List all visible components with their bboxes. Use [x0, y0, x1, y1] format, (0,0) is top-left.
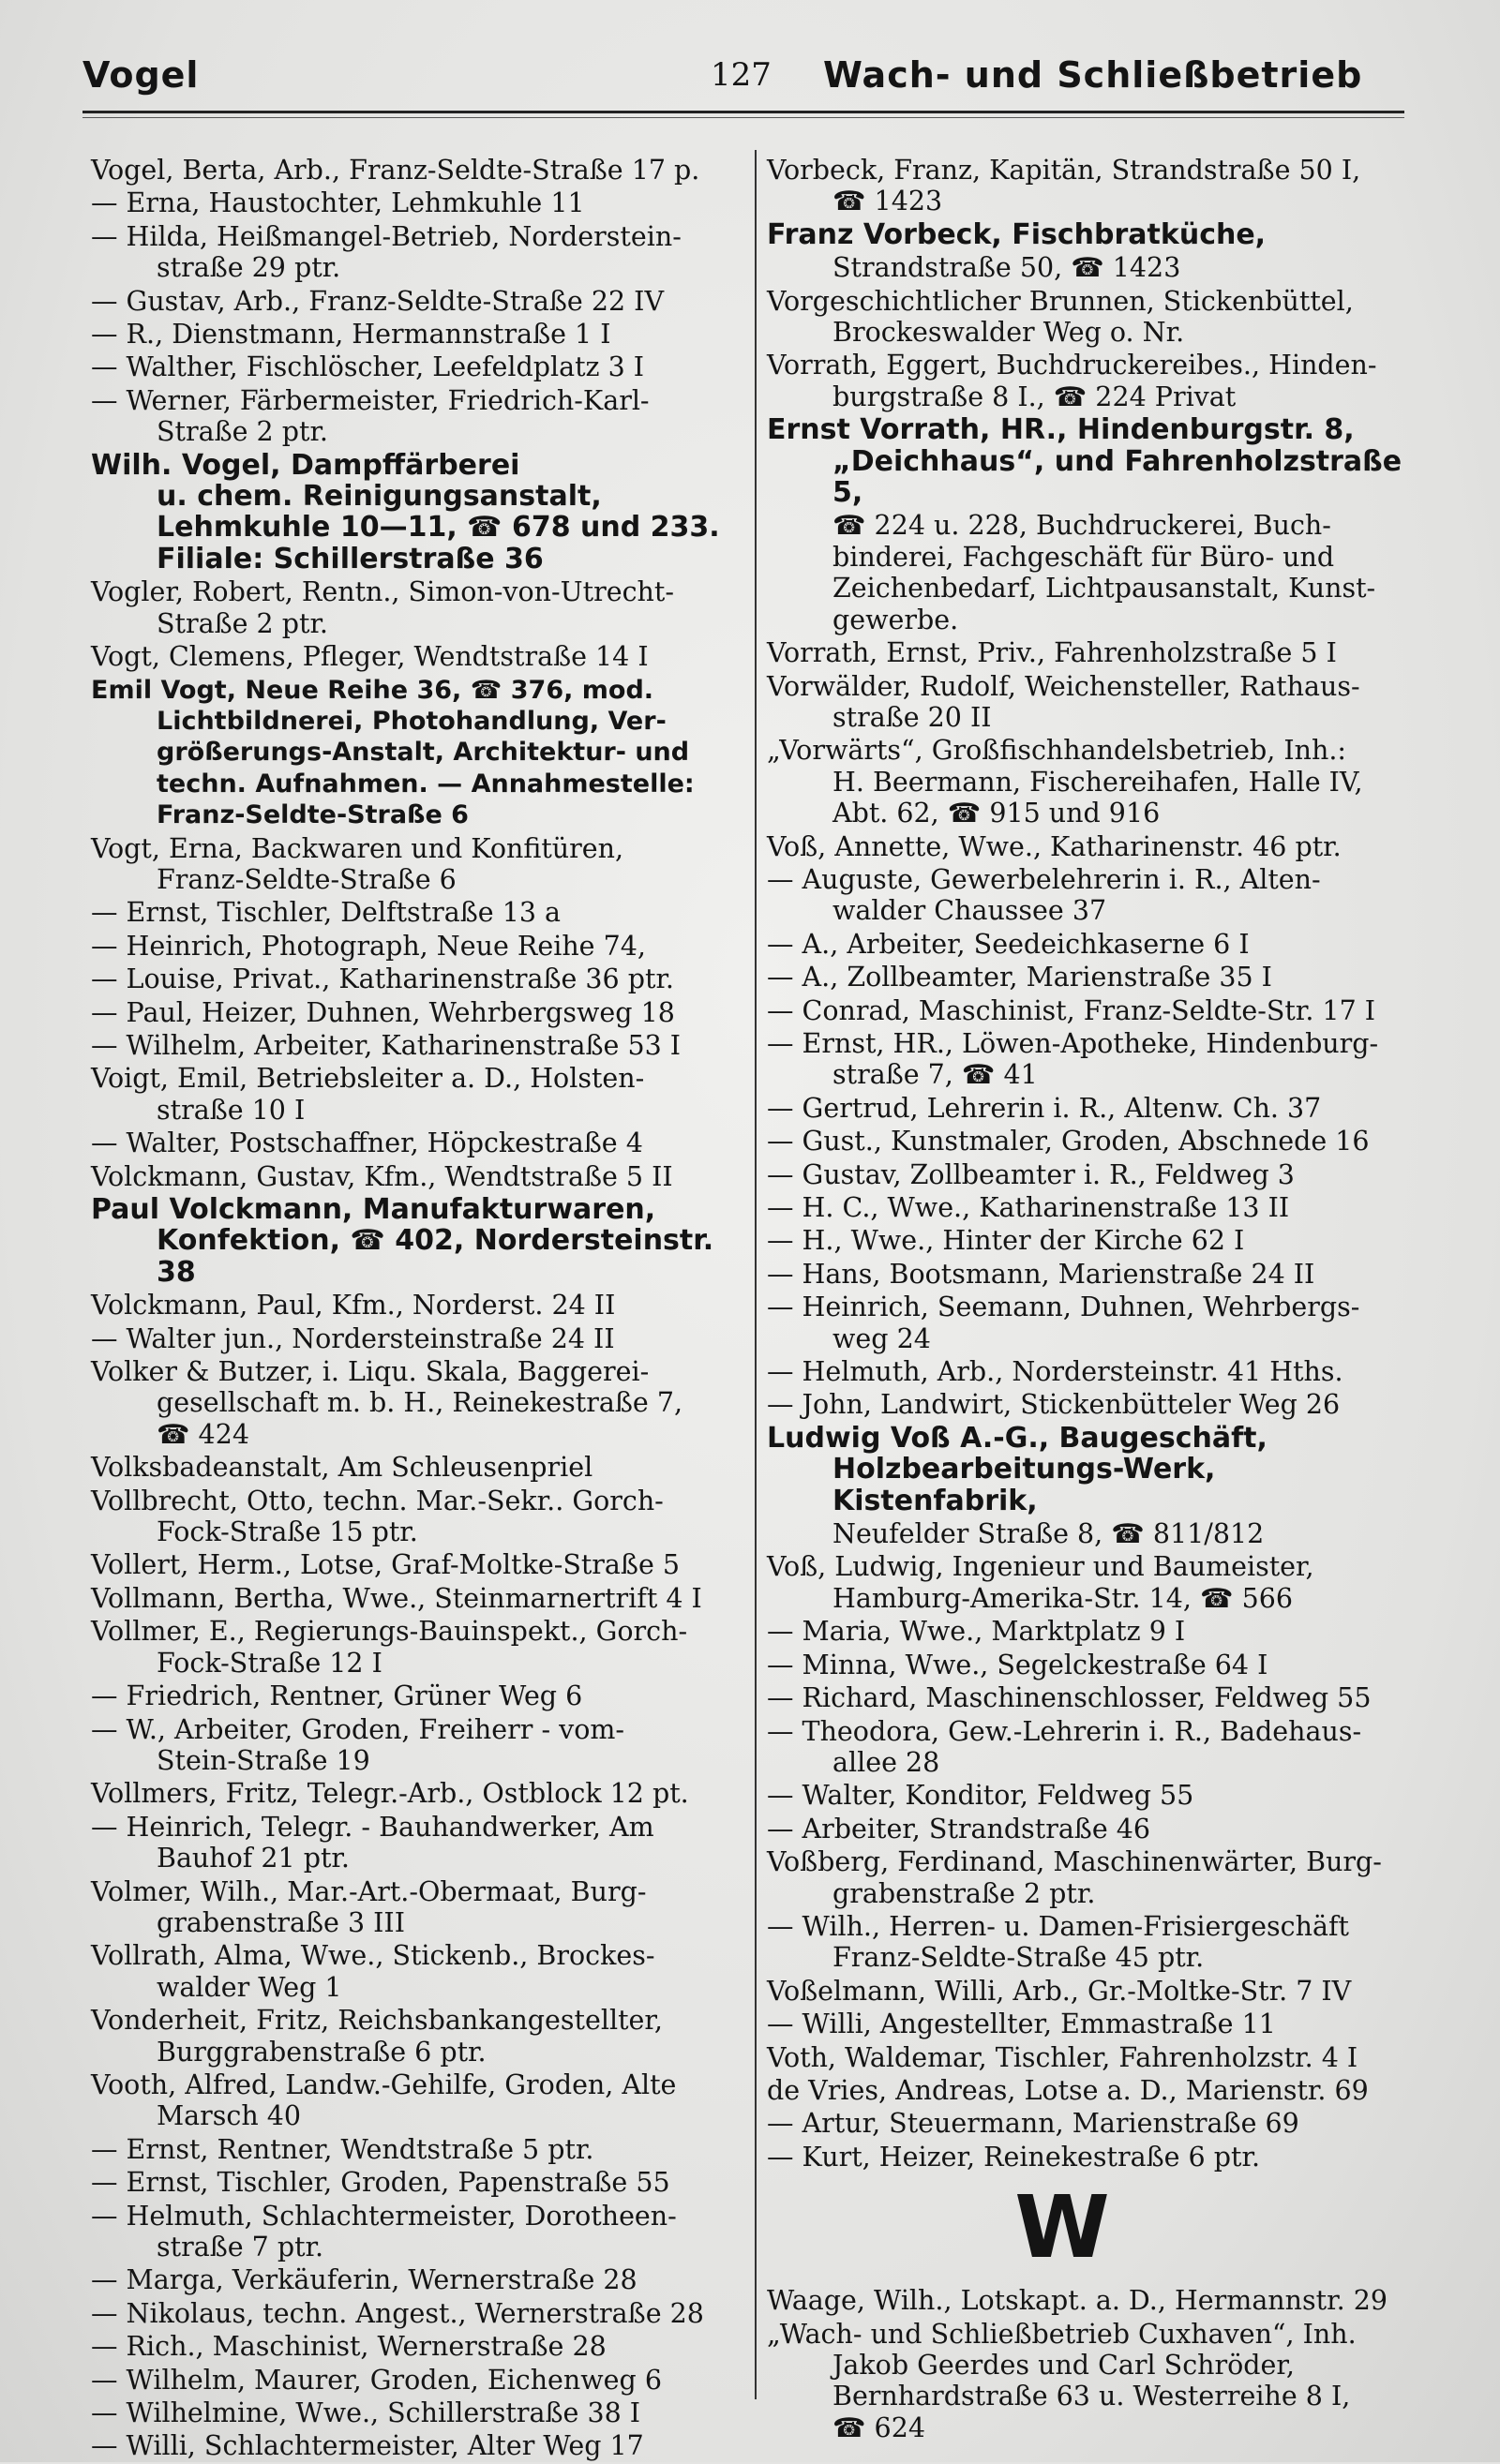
entry-line: ☎ 224 u. 228, Buchdruckerei, Buch- — [832, 510, 1331, 542]
entry-line: Volckmann, Paul, Kfm., Norderst. 24 II — [91, 1290, 616, 1322]
directory-entry — [91, 1323, 738, 1354]
directory-entry — [767, 735, 1414, 829]
entry-line: — Ernst, Tischler, Delftstraße 13 a — [91, 897, 562, 929]
entry-line: — Gertrud, Lehrerin i. R., Altenw. Ch. 37 — [767, 1092, 1322, 1124]
directory-entry — [91, 2201, 738, 2263]
entry-line: burgstraße 8 I., ☎ 224 Privat — [832, 381, 1237, 412]
entry-line: Bauhof 21 ptr. — [157, 1843, 350, 1874]
entry-line: — John, Landwirt, Stickenbütteler Weg 26 — [767, 1389, 1341, 1421]
business-entry — [767, 1423, 1414, 1516]
directory-entry — [767, 1846, 1414, 1909]
entry-line: Vollmer, E., Regierungs-Bauinspekt., Gorch- — [91, 1616, 688, 1648]
directory-entry — [767, 1292, 1414, 1354]
entry-line: — Kurt, Heizer, Reinekestraße 6 ptr. — [767, 2141, 1260, 2173]
directory-entry — [91, 1452, 738, 1483]
directory-entry — [91, 1583, 738, 1614]
entry-line: — Erna, Haustochter, Lehmkuhle 11 — [91, 187, 585, 219]
directory-entry — [767, 1192, 1414, 1223]
directory-entry — [91, 1876, 738, 1939]
entry-line: grabenstraße 3 III — [157, 1906, 405, 1938]
entry-line: Emil Vogt, Neue Reihe 36, ☎ 376, mod. — [91, 675, 654, 705]
entry-line: Vogt, Erna, Backwaren und Konfitüren, — [91, 832, 624, 864]
entry-line: Vollert, Herm., Lotse, Graf-Moltke-Straße 5 — [91, 1549, 681, 1581]
entry-line: straße 29 ptr. — [157, 252, 341, 284]
entry-line: Voigt, Emil, Betriebsleiter a. D., Holsten- — [91, 1063, 645, 1095]
directory-entry — [767, 2108, 1414, 2139]
directory-entry — [767, 2075, 1414, 2106]
directory-entry — [91, 1680, 738, 1711]
directory-entry — [91, 1812, 738, 1874]
entry-line: Marsch 40 — [157, 2100, 302, 2132]
directory-entry — [767, 1259, 1414, 1290]
entry-line: Volmer, Wilh., Mar.-Art.-Obermaat, Burg- — [91, 1875, 647, 1907]
directory-entry — [91, 385, 738, 448]
directory-entry — [91, 1063, 738, 1126]
entry-line: walder Weg 1 — [157, 1971, 342, 2003]
entry-line: Abt. 62, ☎ 915 und 916 — [832, 798, 1161, 829]
directory-entry — [767, 155, 1414, 217]
entry-line: Brockeswalder Weg o. Nr. — [832, 317, 1185, 349]
entry-line: Strandstraße 50, ☎ 1423 — [832, 252, 1181, 284]
directory-entry — [767, 2009, 1414, 2039]
header-left-keyword: Vogel — [82, 54, 200, 96]
entry-line: — Hans, Bootsmann, Marienstraße 24 II — [767, 1258, 1315, 1290]
entry-line: — Wilh., Herren- u. Damen-Frisiergeschäft — [767, 1910, 1349, 1942]
entry-line: u. chem. Reinigungsanstalt, — [157, 480, 602, 514]
directory-entry — [91, 576, 738, 639]
header-rule — [82, 111, 1404, 113]
entry-line: Voßberg, Ferdinand, Maschinenwärter, Burg- — [767, 1846, 1382, 1878]
directory-entry — [91, 1030, 738, 1061]
entry-line: Jakob Geerdes und Carl Schröder, — [832, 2350, 1295, 2381]
header-right-keyword: Wach- und Schließbetrieb — [823, 54, 1363, 96]
entry-line: — Minna, Wwe., Segelckestraße 64 I — [767, 1649, 1268, 1680]
directory-entry — [767, 1551, 1414, 1614]
directory-entry — [91, 1616, 738, 1679]
directory-entry — [91, 1161, 738, 1192]
section-letter: W — [1014, 2177, 1110, 2278]
directory-entry — [91, 1356, 738, 1450]
entry-line: H. Beermann, Fischereihafen, Halle IV, — [832, 766, 1363, 798]
entry-line: Vorwälder, Rudolf, Weichensteller, Rathaus- — [767, 670, 1360, 702]
business-entry — [767, 414, 1414, 508]
entry-line: „Wach- und Schließbetrieb Cuxhaven“, Inh. — [767, 2318, 1357, 2350]
entry-line: — Werner, Färbermeister, Friedrich-Karl- — [91, 384, 650, 416]
directory-entry — [767, 1814, 1414, 1844]
entry-line: Vonderheit, Fritz, Reichsbankangestellter, — [91, 2005, 663, 2037]
entry-line: ☎ 424 — [157, 1418, 249, 1450]
entry-line: — Theodora, Gew.-Lehrerin i. R., Badehaus- — [767, 1715, 1362, 1747]
entry-line: Vorrath, Eggert, Buchdruckereibes., Hinden- — [767, 350, 1377, 381]
directory-entry — [767, 671, 1414, 734]
entry-line: — Wilhelmine, Wwe., Schillerstraße 38 I — [91, 2397, 641, 2429]
entry-line: Bernhardstraße 63 u. Westerreihe 8 I, — [832, 2381, 1351, 2412]
directory-entry — [767, 2142, 1414, 2173]
entry-line: straße 7, ☎ 41 — [832, 1059, 1038, 1091]
entry-line: Vollmann, Bertha, Wwe., Steinmarnertrift 4 I — [91, 1582, 702, 1614]
directory-entry — [767, 929, 1414, 960]
directory-entry — [767, 286, 1414, 349]
entry-line: gesellschaft m. b. H., Reinekestraße 7, — [157, 1387, 683, 1419]
entry-line: Filiale: Schillerstraße 36 — [157, 542, 544, 575]
directory-entry — [91, 931, 738, 962]
directory-entry — [91, 2005, 738, 2068]
directory-entry — [767, 1780, 1414, 1811]
business-entry — [767, 219, 1414, 250]
directory-entry — [91, 2167, 738, 2198]
directory-entry — [91, 2397, 738, 2428]
entry-line: Vollbrecht, Otto, techn. Mar.-Sekr.. Gorch- — [91, 1485, 664, 1516]
entry-line: gewerbe. — [832, 604, 959, 635]
entry-line: Vogel, Berta, Arb., Franz-Seldte-Straße 17 p. — [91, 155, 700, 186]
directory-entry — [767, 1356, 1414, 1387]
directory-entry — [91, 1714, 738, 1777]
directory-entry — [767, 1126, 1414, 1157]
entry-line: Stein-Straße 19 — [157, 1744, 370, 1776]
entry-line: Vorbeck, Franz, Kapitän, Strandstraße 50 I, — [767, 155, 1361, 186]
entry-line: Straße 2 ptr. — [157, 607, 328, 639]
directory-entry — [767, 252, 1414, 283]
directory-entry — [91, 221, 738, 284]
left-column — [91, 155, 738, 2464]
entry-line: Voß, Ludwig, Ingenieur und Baumeister, — [767, 1551, 1314, 1583]
entry-line: Straße 2 ptr. — [157, 416, 328, 448]
entry-line: straße 20 II — [832, 701, 992, 733]
entry-line: Franz Vorbeck, Fischbratküche, — [767, 217, 1267, 251]
entry-line: Volckmann, Gustav, Kfm., Wendtstraße 5 II — [91, 1160, 673, 1192]
entry-line: binderei, Fachgeschäft für Büro- und — [832, 541, 1335, 573]
directory-entry — [767, 1225, 1414, 1256]
directory-entry — [767, 1682, 1414, 1713]
directory-entry — [767, 1028, 1414, 1091]
entry-line: — Walter, Konditor, Feldweg 55 — [767, 1780, 1194, 1812]
entry-line: — Auguste, Gewerbelehrerin i. R., Alten- — [767, 863, 1321, 895]
entry-line: Konfektion, ☎ 402, Nordersteinstr. 38 — [157, 1224, 714, 1289]
entry-line: Neufelder Straße 8, ☎ 811/812 — [832, 1518, 1265, 1550]
directory-entry — [91, 2134, 738, 2165]
entry-line: — R., Dienstmann, Hermannstraße 1 I — [91, 319, 611, 351]
page-header — [82, 54, 1404, 111]
business-entry — [91, 450, 738, 575]
entry-line: Lichtbildnerei, Photohandlung, Ver- — [157, 706, 667, 736]
directory-entry — [767, 350, 1414, 412]
entry-line: „Vorwärts“, Großfischhandelsbetrieb, Inh.: — [767, 735, 1346, 767]
entry-line: Vorrath, Ernst, Priv., Fahrenholzstraße 5 I — [767, 637, 1337, 669]
entry-line: allee 28 — [832, 1746, 940, 1778]
directory-entry — [91, 997, 738, 1028]
entry-line: walder Chaussee 37 — [832, 895, 1107, 927]
directory-entry — [91, 2365, 738, 2396]
directory-entry — [767, 637, 1414, 668]
entry-line: größerungs-Anstalt, Architektur- und — [157, 738, 690, 768]
entry-line: — H., Wwe., Hinter der Kirche 62 I — [767, 1225, 1245, 1257]
entry-line: straße 10 I — [157, 1094, 306, 1126]
entry-line: Vollmers, Fritz, Telegr.-Arb., Ostblock 12 pt. — [91, 1778, 689, 1810]
entry-line: Franz-Seldte-Straße 6 — [157, 863, 457, 895]
entry-line: de Vries, Andreas, Lotse a. D., Marienstr. 69 — [767, 2074, 1369, 2106]
directory-entry — [91, 187, 738, 218]
directory-entry — [767, 2285, 1414, 2316]
entry-line: — Gustav, Zollbeamter i. R., Feldweg 3 — [767, 1158, 1295, 1190]
entry-line: Voß, Annette, Wwe., Katharinenstr. 46 ptr. — [767, 830, 1342, 862]
directory-entry — [91, 2264, 738, 2295]
entry-line: — A., Zollbeamter, Marienstraße 35 I — [767, 962, 1272, 993]
entry-line: Vooth, Alfred, Landw.-Gehilfe, Groden, Alte — [91, 2068, 677, 2100]
directory-entry — [91, 1486, 738, 1548]
directory-entry — [91, 155, 738, 186]
entry-line: — Willi, Schlachtermeister, Alter Weg 17 — [91, 2430, 644, 2462]
entry-line: — Ernst, HR., Löwen-Apotheke, Hindenburg- — [767, 1027, 1379, 1059]
entry-line: Vorgeschichtlicher Brunnen, Stickenbüttel, — [767, 285, 1354, 317]
directory-entry — [91, 897, 738, 928]
directory-entry — [91, 286, 738, 317]
entry-line: — Ernst, Rentner, Wendtstraße 5 ptr. — [91, 2133, 594, 2165]
directory-entry — [767, 831, 1414, 862]
entry-line: Waage, Wilh., Lotskapt. a. D., Hermannstr. 29 — [767, 2285, 1388, 2317]
entry-line: straße 7 ptr. — [157, 2232, 324, 2262]
entry-line: Ernst Vorrath, HR., Hindenburgstr. 8, — [767, 413, 1355, 447]
entry-line: — Maria, Wwe., Marktplatz 9 I — [767, 1616, 1186, 1648]
directory-entry — [767, 1976, 1414, 2007]
entry-line: — Wilhelm, Maurer, Groden, Eichenweg 6 — [91, 2364, 662, 2396]
entry-line: Franz-Seldte-Straße 6 — [157, 800, 469, 830]
entry-line: Lehmkuhle 10—11, ☎ 678 und 233. — [157, 511, 720, 545]
directory-entry — [91, 2331, 738, 2362]
entry-line: — Friedrich, Rentner, Grüner Weg 6 — [91, 1680, 583, 1712]
entry-line: — Arbeiter, Strandstraße 46 — [767, 1813, 1151, 1844]
directory-entry — [91, 2430, 738, 2461]
entry-line: — Heinrich, Telegr. - Bauhandwerker, Am — [91, 1811, 654, 1843]
entry-line: „Deichhaus“, und Fahrenholzstraße 5, — [832, 444, 1402, 510]
entry-line: — Willi, Angestellter, Emmastraße 11 — [767, 2009, 1276, 2040]
entry-line: — Heinrich, Seemann, Duhnen, Wehrbergs- — [767, 1292, 1360, 1323]
entry-line: Ludwig Voß A.-G., Baugeschäft, — [767, 1421, 1268, 1455]
entry-line: — Helmuth, Arb., Nordersteinstr. 41 Hths. — [767, 1356, 1343, 1388]
entry-line: — Gustav, Arb., Franz-Seldte-Straße 22 IV — [91, 285, 665, 317]
entry-line: — Walther, Fischlöscher, Leefeldplatz 3 I — [91, 351, 645, 383]
entry-line: — Wilhelm, Arbeiter, Katharinenstraße 53 I — [91, 1029, 682, 1061]
directory-entry — [91, 1290, 738, 1321]
directory-entry — [91, 2298, 738, 2329]
directory-entry — [91, 1778, 738, 1809]
entry-line: techn. Aufnahmen. — Annahmestelle: — [157, 769, 695, 799]
entry-line: Vollrath, Alma, Wwe., Stickenb., Brockes- — [91, 1940, 655, 1972]
entry-line: Holzbearbeitungs-Werk, Kistenfabrik, — [832, 1453, 1216, 1517]
directory-entry — [91, 1940, 738, 2003]
column-divider — [755, 150, 757, 2399]
entry-line: Voth, Waldemar, Tischler, Fahrenholzstr. 4 I — [767, 2041, 1358, 2073]
directory-entry — [767, 864, 1414, 927]
entry-line: Franz-Seldte-Straße 45 ptr. — [832, 1942, 1205, 1974]
directory-entry — [767, 1650, 1414, 1680]
directory-entry — [91, 351, 738, 382]
entry-line: — Artur, Steuermann, Marienstraße 69 — [767, 2108, 1299, 2140]
directory-entry — [91, 641, 738, 672]
entry-line: — Rich., Maschinist, Wernerstraße 28 — [91, 2331, 607, 2363]
entry-line: Fock-Straße 12 I — [157, 1647, 382, 1679]
directory-entry — [767, 1389, 1414, 1420]
business-entry — [91, 1194, 738, 1288]
entry-line: Wilh. Vogel, Dampffärberei — [91, 448, 520, 482]
entry-line: Zeichenbedarf, Lichtpausanstalt, Kunst- — [832, 573, 1376, 605]
directory-entry — [767, 1159, 1414, 1190]
directory-entry — [767, 1911, 1414, 1974]
entry-line: — Richard, Maschinenschlosser, Feldweg 55 — [767, 1682, 1372, 1714]
page-number: 127 — [711, 56, 772, 94]
entry-line: — Louise, Privat., Katharinenstraße 36 ptr. — [91, 963, 674, 995]
entry-line: — Conrad, Maschinist, Franz-Seldte-Str. 17 I — [767, 994, 1376, 1026]
directory-entry — [91, 833, 738, 896]
directory-entry — [767, 1616, 1414, 1647]
entry-line: Fock-Straße 15 ptr. — [157, 1516, 418, 1548]
directory-entry — [767, 2042, 1414, 2073]
directory-entry — [91, 963, 738, 994]
entry-line: — H. C., Wwe., Katharinenstraße 13 II — [767, 1192, 1290, 1223]
entry-line: Volksbadeanstalt, Am Schleusenpriel — [91, 1452, 593, 1484]
directory-entry — [91, 319, 738, 350]
entry-line: Hamburg-Amerika-Str. 14, ☎ 566 — [832, 1582, 1293, 1614]
entry-line: Paul Volckmann, Manufakturwaren, — [91, 1193, 656, 1226]
entry-line: — Ernst, Tischler, Groden, Papenstraße 55 — [91, 2167, 670, 2199]
entry-line: — Walter, Postschaffner, Höpckestraße 4 — [91, 1127, 643, 1159]
directory-entry — [767, 962, 1414, 993]
entry-line: ☎ 1423 — [832, 186, 943, 217]
entry-line: weg 24 — [832, 1322, 931, 1354]
entry-line: Voßelmann, Willi, Arb., Gr.-Moltke-Str. 7 IV — [767, 1975, 1352, 2007]
entry-line: grabenstraße 2 ptr. — [832, 1877, 1096, 1909]
directory-entry — [91, 1127, 738, 1158]
directory-entry — [767, 510, 1414, 635]
directory-entry — [767, 995, 1414, 1026]
entry-line: ☎ 624 — [832, 2412, 925, 2443]
entry-line: — W., Arbeiter, Groden, Freiherr - vom- — [91, 1713, 625, 1745]
entry-line: — Nikolaus, techn. Angest., Wernerstraße 28 — [91, 2297, 704, 2329]
entry-line: — Gust., Kunstmaler, Groden, Abschnede 16 — [767, 1126, 1370, 1157]
entry-line: Vogler, Robert, Rentn., Simon-von-Utrecht- — [91, 576, 674, 608]
entry-line: — Heinrich, Photograph, Neue Reihe 74, — [91, 930, 646, 962]
entry-line: — Marga, Verkäuferin, Wernerstraße 28 — [91, 2264, 638, 2296]
entry-line: — Paul, Heizer, Duhnen, Wehrbergsweg 18 — [91, 996, 675, 1028]
entry-line: Burggrabenstraße 6 ptr. — [157, 2036, 487, 2068]
entry-line: Vogt, Clemens, Pfleger, Wendtstraße 14 I — [91, 641, 649, 673]
business-entry — [91, 675, 738, 831]
entry-line: — Hilda, Heißmangel-Betrieb, Norderstein- — [91, 220, 682, 252]
directory-entry — [91, 1549, 738, 1580]
entry-line: Volker & Butzer, i. Liqu. Skala, Baggerei- — [91, 1356, 650, 1388]
right-column — [767, 155, 1414, 2445]
header-rule-thin — [82, 117, 1404, 118]
directory-entry — [91, 2069, 738, 2132]
directory-entry — [767, 1093, 1414, 1124]
directory-entry — [767, 1716, 1414, 1779]
entry-line: — Helmuth, Schlachtermeister, Dorotheen- — [91, 2200, 677, 2232]
entry-line: — Walter jun., Nordersteinstraße 24 II — [91, 1322, 615, 1354]
directory-entry — [767, 2319, 1414, 2444]
entry-line: — A., Arbeiter, Seedeichkaserne 6 I — [767, 928, 1250, 960]
directory-entry — [767, 1518, 1414, 1549]
